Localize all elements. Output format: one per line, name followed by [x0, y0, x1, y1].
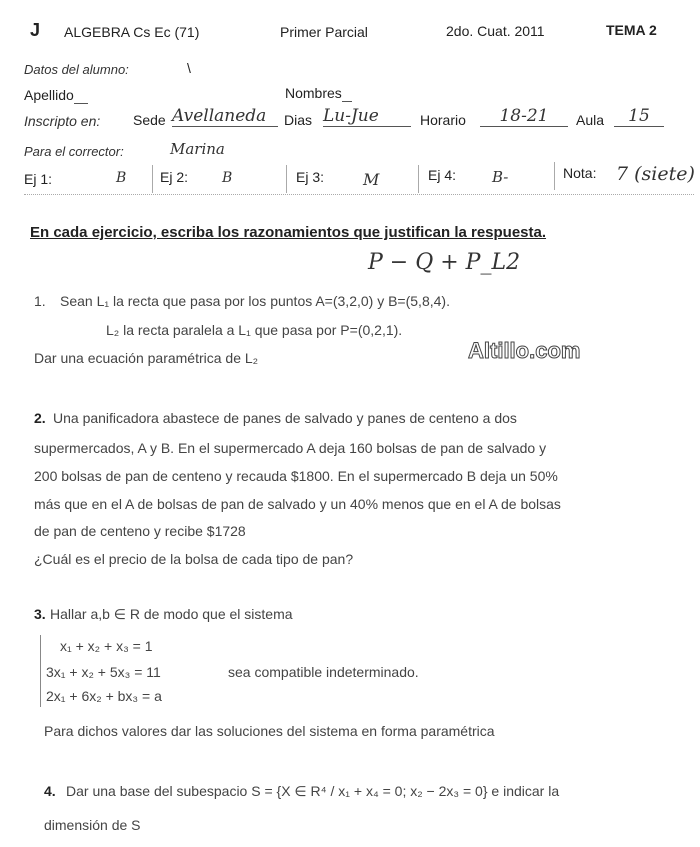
grade-ej4-value: B- — [492, 168, 509, 186]
grade-nota-label: Nota: — [563, 165, 597, 181]
grade-ej1-value: B — [116, 170, 127, 186]
aula-label: Aula — [576, 112, 605, 128]
header-code: J — [30, 20, 41, 40]
q3-after: Para dichos valores dar las soluciones del sistema en forma paramétrica — [44, 723, 495, 739]
dias-label: Dias — [284, 112, 313, 128]
inscripto-label: Inscripto en: — [24, 113, 101, 129]
grade-ej2-label: Ej 2: — [160, 169, 189, 185]
handwritten-annotation: P − Q + P_L2 — [368, 250, 521, 275]
q4-line2: dimensión de S — [44, 817, 141, 833]
theme: TEMA 2 — [606, 22, 657, 38]
grade-ej1-label: Ej 1: — [24, 171, 53, 187]
q4-line1: Dar una base del subespacio S = {X ∈ R⁴ / x₁ + x₄ = 0; x₂ − 2x₃ = 0} e indicar la — [66, 783, 560, 799]
q3-intro: Hallar a,b ∈ R de modo que el sistema — [50, 606, 293, 622]
watermark: Altillo.com — [468, 338, 581, 363]
q2-line: Una panificadora abastece de panes de salvado y panes de centeno a dos — [53, 410, 517, 426]
apellido-label: Apellido — [24, 87, 74, 103]
q3-number: 3. — [34, 606, 46, 622]
q3-condition: sea compatible indeterminado. — [228, 664, 419, 680]
instruction: En cada ejercicio, escriba los razonamientos que justifican la respuesta. — [30, 224, 547, 241]
q2-line: supermercados, A y B. En el supermercado A deja 160 bolsas de pan de salvado y — [34, 440, 547, 456]
term: 2do. Cuat. 2011 — [446, 23, 545, 39]
q1-line2: L₂ la recta paralela a L₁ que pasa por P=(0,2,1). — [106, 322, 403, 338]
q3-equation: x₁ + x₂ + x₃ = 1 — [60, 638, 153, 654]
aula-value: 15 — [614, 106, 664, 127]
exam-title: Primer Parcial — [280, 24, 368, 40]
q1-line3: Dar una ecuación paramétrica de L₂ — [34, 350, 259, 366]
horario-value: 18-21 — [480, 106, 568, 127]
corrector-value: Marina — [170, 140, 225, 158]
corrector-label: Para el corrector: — [24, 144, 124, 159]
course-title: ALGEBRA Cs Ec (71) — [64, 24, 200, 40]
nombres-label: Nombres — [285, 85, 342, 101]
grade-ej2-value: B — [222, 170, 233, 186]
sede-value: Avellaneda — [172, 106, 278, 127]
grade-ej3-value: M — [363, 170, 380, 189]
sede-label: Sede — [133, 112, 166, 128]
grade-ej3-label: Ej 3: — [296, 169, 325, 185]
stray-mark: \ — [187, 60, 191, 76]
grade-nota-value: 7 (siete) — [616, 163, 695, 185]
q3-equation: 2x₁ + 6x₂ + bx₃ = a — [46, 688, 162, 704]
q2-line: más que en el A de bolsas de pan de salvado y un 40% menos que en el A de bolsas — [34, 496, 561, 512]
q2-number: 2. — [34, 410, 46, 426]
q1-number: 1. — [34, 293, 46, 309]
q4-number: 4. — [44, 783, 56, 799]
horario-label: Horario — [420, 112, 466, 128]
datos-label: Datos del alumno: — [24, 62, 129, 77]
dias-value: Lu-Jue — [323, 106, 411, 127]
q3-equation: 3x₁ + x₂ + 5x₃ = 11 — [46, 664, 161, 680]
q2-line: 200 bolsas de pan de centeno y recauda $1800. En el supermercado B deja un 50% — [34, 468, 558, 484]
q1-line1: Sean L₁ la recta que pasa por los puntos A=(3,2,0) y B=(5,8,4). — [60, 293, 450, 309]
q2-line: ¿Cuál es el precio de la bolsa de cada tipo de pan? — [34, 551, 354, 567]
grade-ej4-label: Ej 4: — [428, 167, 457, 183]
q2-line: de pan de centeno y recibe $1728 — [34, 523, 246, 539]
